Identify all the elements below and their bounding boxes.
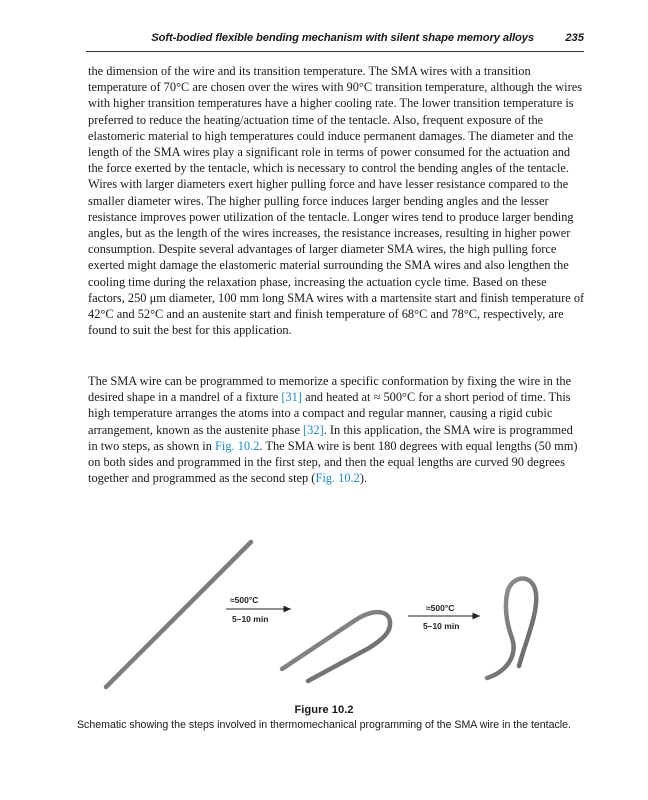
- citation-31-link[interactable]: [31]: [281, 390, 303, 405]
- step2-time-label: 5–10 min: [423, 621, 460, 631]
- figure-label: Figure 10.2: [294, 704, 354, 716]
- paragraph-2-part-5: ).: [359, 471, 368, 486]
- running-header: [86, 30, 584, 52]
- paragraph-2-part-2: and heated at ≈ 500°C for a short period of time. This high temperature arranges the atoms into a compact and regular manner, causing a rigid cubic arrangement, known as the austenite phase: [88, 390, 571, 437]
- step2-temp-label: ≈500°C: [426, 603, 455, 613]
- citation-32-link[interactable]: [32]: [303, 422, 324, 437]
- step1-temp-label: ≈500°C: [230, 595, 259, 605]
- figure-10-2-link-2[interactable]: Fig. 10.2: [315, 471, 360, 486]
- paragraph-2-part-1: The SMA wire can be programmed to memorize a specific conformation by fixing the wire in the desired shape in a mandrel of a fixture: [88, 374, 572, 405]
- figure-caption-block: [60, 703, 588, 732]
- u-shaped-wire: [282, 612, 390, 681]
- paragraph-1: [88, 63, 585, 338]
- paragraph-2-text: [88, 373, 585, 486]
- hook-shaped-wire: [487, 578, 536, 678]
- step1-time-label: 5–10 min: [232, 614, 269, 624]
- page-number: 235: [565, 32, 584, 44]
- paragraph-2-part-3: . In this application, the SMA wire is programmed in two steps, as shown in: [88, 422, 573, 453]
- paragraph-2: [88, 373, 585, 486]
- figure-10-2-link[interactable]: Fig. 10.2: [215, 438, 260, 453]
- straight-wire: [106, 542, 251, 687]
- paragraph-1-text: the dimension of the wire and its transition temperature. The SMA wires with a transition temperature of 70°C are chosen over the wires with 90°C transition temperature, although the wires with higher transition temperatures have a higher cooling rate. The lower transition temperature is preferred to reduce the heating/actuation time of the tentacle. Also, frequent exposure of the elastomeric material to high temperatures could induce permanent damages. The diameter and the length of the SMA wires play a significant role in terms of power consumed for the actuation and the force exerted by the tentacle, which is necessary to control the bending angles of the tentacle. Wires with larger diameters exert higher pulling force and have lesser resistance compared to the smaller diameter wires. The higher pulling force induces larger bending angles and the lesser resistance improves power utilization of the tentacle. Longer wires tend to produce larger bending angles, but as the length of the wires increases, the resistance increases, resulting in higher power consumption. Despite several advantages of larger diameter SMA wires, the high pulling force exerted might damage the elastomeric material surrounding the SMA wires and also lengthen the cooling time during the relaxation phase, increasing the actuation cycle time. Based on these factors, 250 μm diameter, 100 mm long SMA wires with a martensite start and finish temperature of 42°C and 52°C and an austenite start and finish temperature of 68°C and 78°C, respectively, are found to suit the best for this application.: [88, 64, 585, 338]
- header-title: Soft-bodied flexible bending mechanism with silent shape memory alloys: [151, 32, 534, 44]
- paragraph-2-part-4: . The SMA wire is bent 180 degrees with equal lengths (50 mm) on both sides and programmed in the first step, and then the equal lengths are curved 90 degrees together and programmed as the second step (: [88, 438, 578, 486]
- figure-caption: Schematic showing the steps involved in thermomechanical programming of the SMA wire in the tentacle.: [76, 719, 572, 731]
- sma-programming-figure: [86, 530, 586, 710]
